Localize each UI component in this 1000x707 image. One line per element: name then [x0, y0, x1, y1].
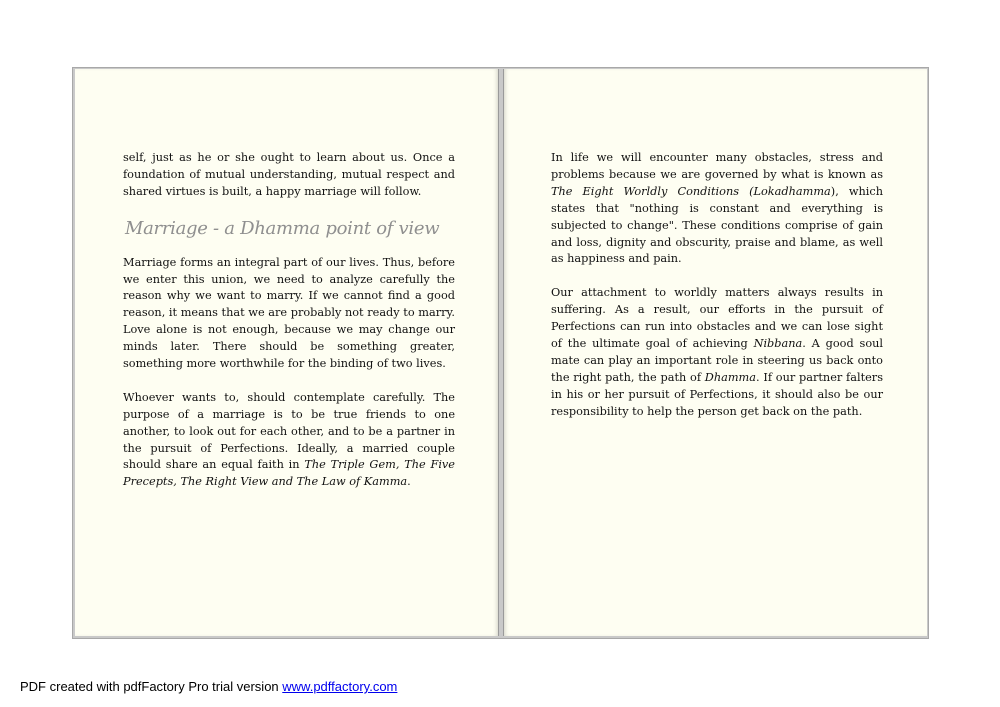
right-paragraph-1: [551, 150, 883, 268]
left-paragraph-3-end: .: [407, 475, 411, 489]
right-paragraph-1-text: In life we will encounter many obstacles, stress and problems because we are governed by what is known as: [551, 151, 883, 181]
left-page: [75, 69, 499, 636]
left-paragraph-3: [123, 390, 455, 491]
book-spread: [72, 67, 929, 639]
footer-text: PDF created with pdfFactory Pro trial version: [20, 679, 283, 694]
right-page-text: [551, 150, 883, 437]
right-paragraph-2: [551, 285, 883, 420]
left-paragraph-3-italic: The Triple Gem, The Five Precepts, The Right View and The Law of Kamma: [123, 458, 455, 489]
right-paragraph-2-mid: . A good soul mate can play an important role in steering us back onto the right path, the path of: [551, 336, 884, 384]
right-paragraph-1-end: ), which states that "nothing is constant and everything is subjected to change". These conditions comprise of gain and loss, dignity and obscurity, praise and blame, as well as happiness and pain.: [551, 184, 883, 266]
section-heading: Marriage - a Dhamma point of view: [125, 217, 440, 239]
right-page: [503, 69, 927, 636]
pdf-footer: [20, 679, 397, 694]
right-paragraph-2-end: . If our partner falters in his or her pursuit of Perfections, it should also be our responsibility to help the person get back on the path.: [551, 370, 883, 418]
right-paragraph-2-italic-2: Dhamma: [704, 370, 757, 384]
footer-link[interactable]: www.pdffactory.com: [282, 679, 398, 694]
left-page-text: [123, 150, 455, 508]
left-paragraph-1: self, just as he or she ought to learn about us. Once a foundation of mutual understanding, mutual respect and shared virtues is built, a happy marriage will follow.: [123, 151, 455, 198]
right-paragraph-1-italic: The Eight Worldly Conditions (Lokadhamma: [551, 184, 831, 198]
right-paragraph-2-italic-1: Nibbana: [753, 336, 803, 350]
right-paragraph-2-text: Our attachment to worldly matters always results in suffering. As a result, our efforts in the pursuit of Perfections can run into obstacles and we can lose sight of the ultimate goal of achieving: [551, 286, 883, 350]
left-paragraph-2: Marriage forms an integral part of our lives. Thus, before we enter this union, we need to analyze carefully the reason why we want to marry. If we cannot find a good reason, it means that we are probably not ready to marry. Love alone is not enough, because we may change our minds later. There should be something greater, something more worthwhile for the binding of two lives.: [123, 255, 455, 371]
left-paragraph-3-text: Whoever wants to, should contemplate carefully. The purpose of a marriage is to be true friends to one another, to look out for each other, and to be a partner in the pursuit of Perfections. Ideally, a married couple should share an equal faith in: [123, 390, 455, 472]
